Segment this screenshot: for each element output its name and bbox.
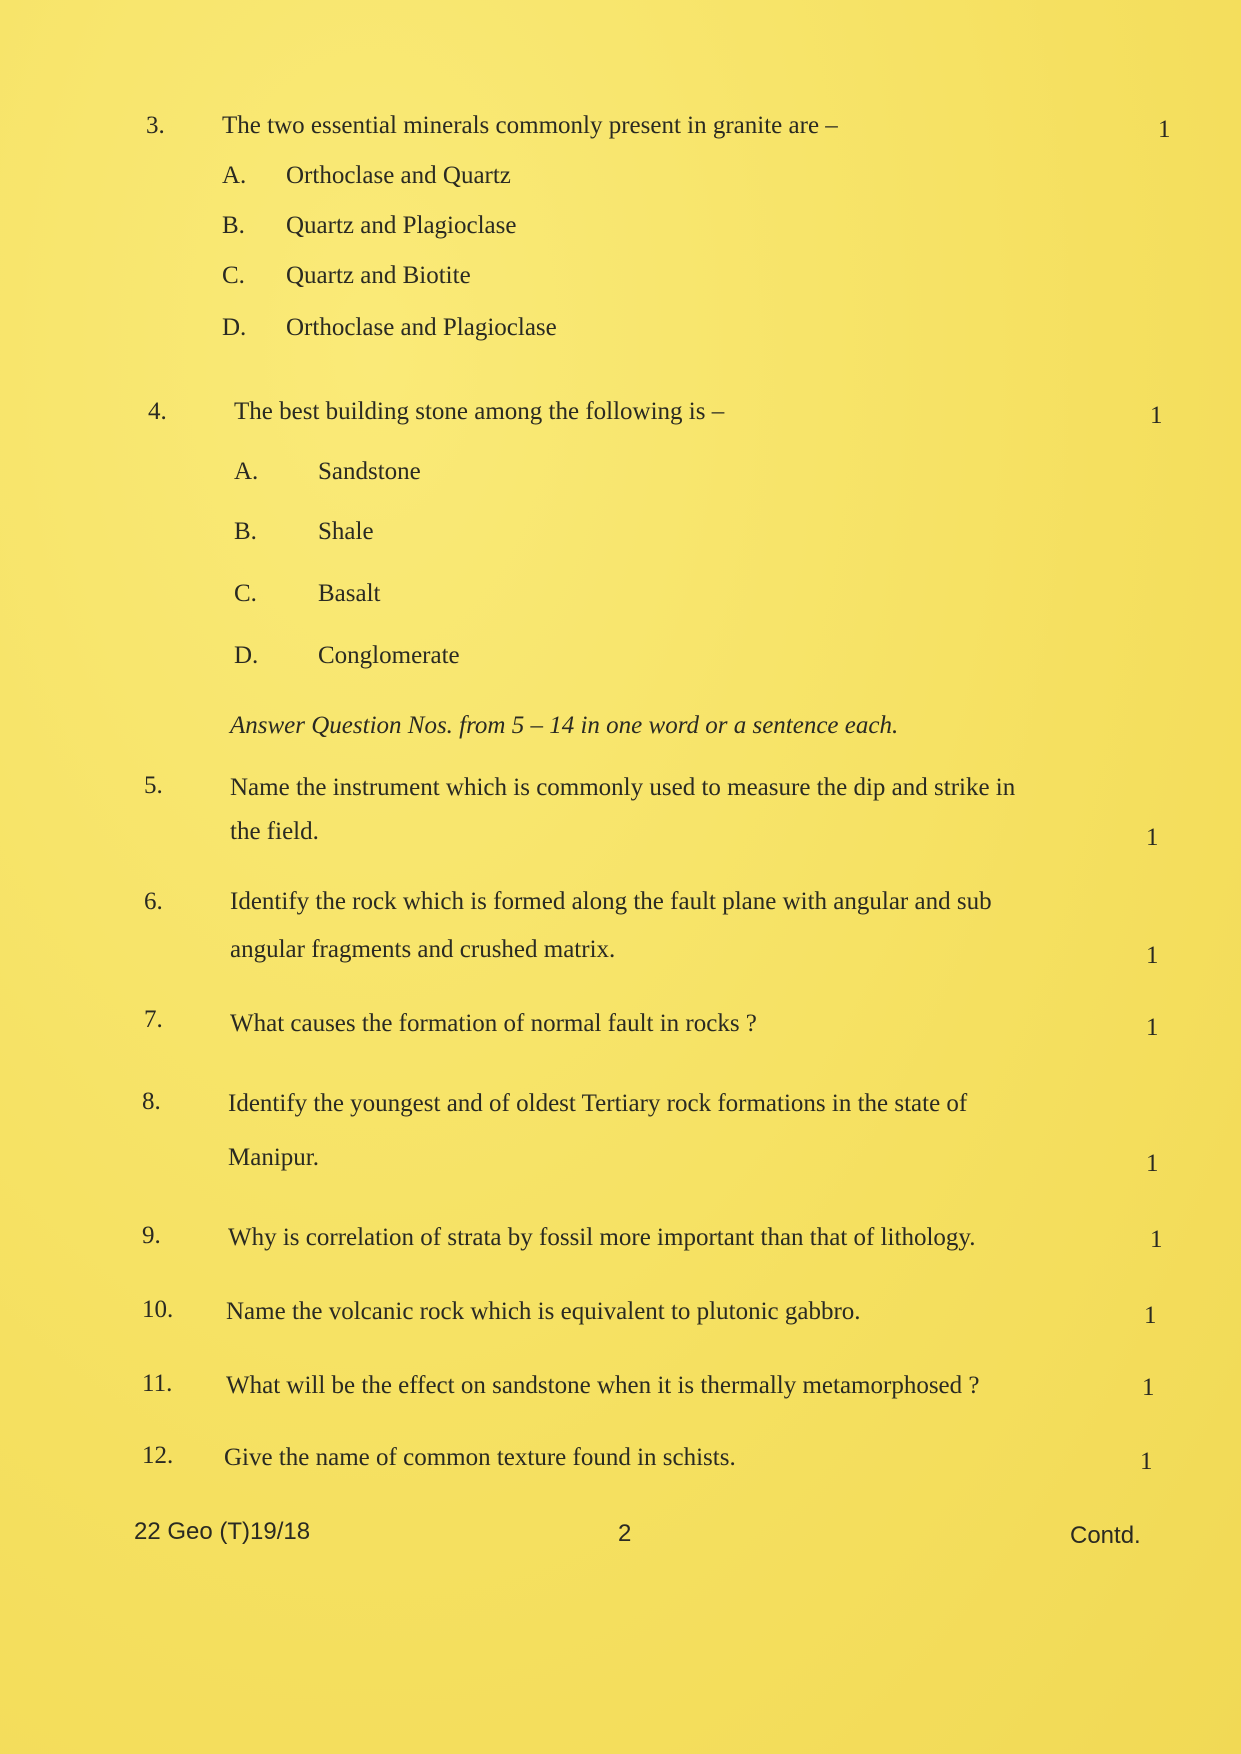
option-letter: B. xyxy=(234,518,257,545)
question-number: 8. xyxy=(142,1088,161,1115)
question-number: 11. xyxy=(142,1370,173,1397)
question-number: 6. xyxy=(144,888,163,915)
question-number: 12. xyxy=(142,1442,174,1469)
continued-label: Contd. xyxy=(1070,1522,1141,1549)
question-number: 7. xyxy=(144,1006,163,1033)
question-marks: 1 xyxy=(1146,1014,1159,1041)
question-marks: 1 xyxy=(1146,942,1159,969)
question-number: 5. xyxy=(144,772,163,799)
option-letter: A. xyxy=(234,458,259,485)
option-letter: C. xyxy=(222,262,245,289)
question-text-line1: Identify the youngest and of oldest Tertiary rock formations in the state of xyxy=(228,1090,968,1117)
option-text: Quartz and Biotite xyxy=(286,262,471,289)
question-marks: 1 xyxy=(1150,1226,1163,1253)
option-text: Shale xyxy=(318,518,374,545)
question-text-line1: Name the volcanic rock which is equivalent to plutonic gabbro. xyxy=(226,1298,861,1325)
question-number: 4. xyxy=(148,398,167,425)
question-text-line1: Name the instrument which is commonly used to measure the dip and strike in xyxy=(230,774,1016,801)
option-text: Orthoclase and Plagioclase xyxy=(286,314,557,341)
option-text: Quartz and Plagioclase xyxy=(286,212,517,239)
option-letter: D. xyxy=(234,642,259,669)
option-text: Conglomerate xyxy=(318,642,460,669)
question-marks: 1 xyxy=(1144,1302,1157,1329)
option-text: Basalt xyxy=(318,580,381,607)
question-text-line2: Manipur. xyxy=(228,1144,319,1171)
question-number: 9. xyxy=(142,1222,161,1249)
option-letter: A. xyxy=(222,162,247,189)
question-text-line1: What will be the effect on sandstone when it is thermally metamorphosed ? xyxy=(226,1372,980,1399)
question-marks: 1 xyxy=(1146,1150,1159,1177)
question-text: The best building stone among the following is – xyxy=(234,398,725,425)
option-text: Sandstone xyxy=(318,458,421,485)
question-text-line1: Why is correlation of strata by fossil more important than that of lithology. xyxy=(228,1224,976,1251)
option-letter: C. xyxy=(234,580,257,607)
section-instruction: Answer Question Nos. from 5 – 14 in one word or a sentence each. xyxy=(230,712,899,739)
question-text-line1: Give the name of common texture found in schists. xyxy=(224,1444,736,1471)
question-text: The two essential minerals commonly present in granite are – xyxy=(222,112,838,139)
paper-code: 22 Geo (T)19/18 xyxy=(134,1518,311,1545)
option-letter: D. xyxy=(222,314,247,341)
question-text-line2: angular fragments and crushed matrix. xyxy=(230,936,616,963)
question-text-line1: What causes the formation of normal fault in rocks ? xyxy=(230,1010,757,1037)
question-text-line2: the field. xyxy=(230,818,319,845)
question-marks: 1 xyxy=(1158,116,1171,143)
page-number: 2 xyxy=(618,1520,632,1547)
question-marks: 1 xyxy=(1140,1448,1153,1475)
question-marks: 1 xyxy=(1150,402,1163,429)
question-number: 3. xyxy=(146,112,165,139)
question-number: 10. xyxy=(142,1296,174,1323)
option-letter: B. xyxy=(222,212,245,239)
question-marks: 1 xyxy=(1142,1374,1155,1401)
question-text-line1: Identify the rock which is formed along the fault plane with angular and sub xyxy=(230,888,992,915)
question-marks: 1 xyxy=(1146,824,1159,851)
option-text: Orthoclase and Quartz xyxy=(286,162,511,189)
